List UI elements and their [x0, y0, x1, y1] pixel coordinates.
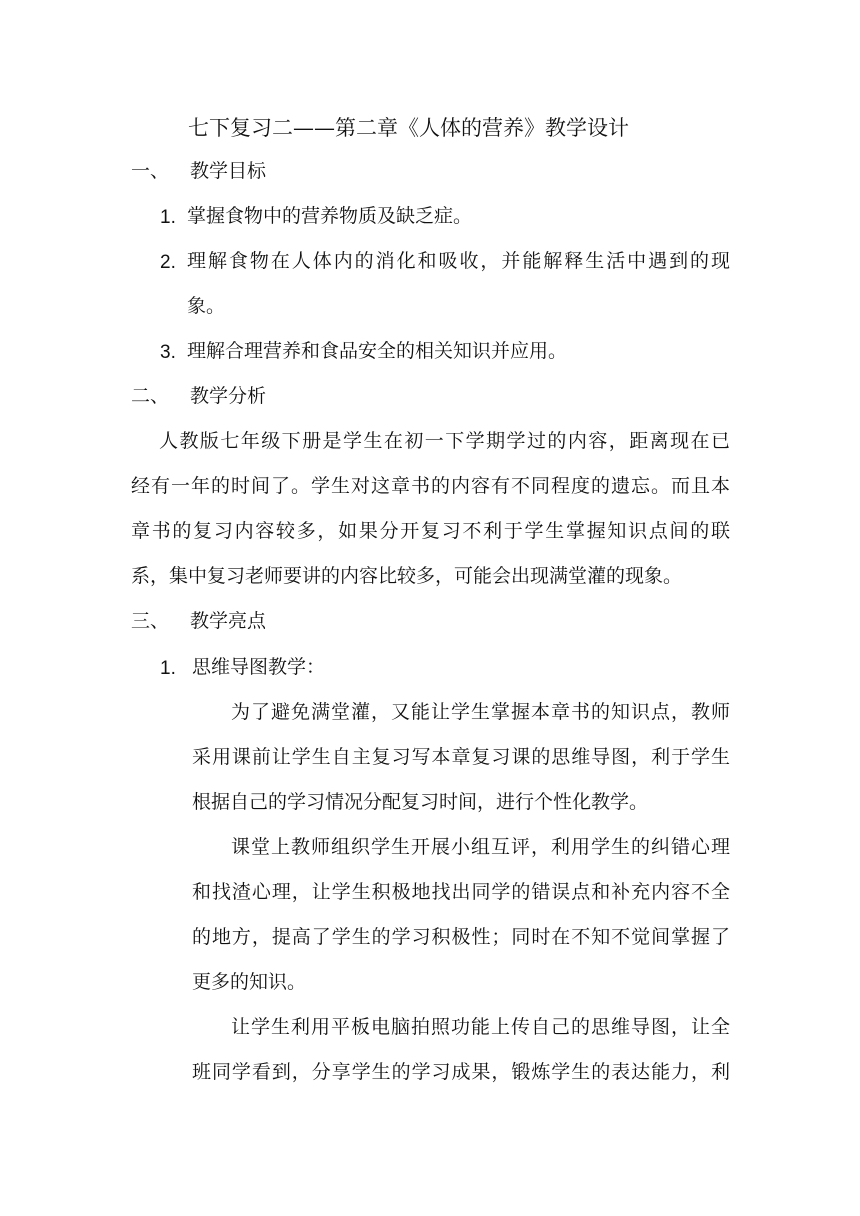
paragraph-line: 采用课前让学生自主复习写本章复习课的思维导图，利于学生 [192, 746, 730, 768]
paragraph-line: 系，集中复习老师要讲的内容比较多，可能会出现满堂灌的现象。 [131, 565, 683, 587]
document-title: 七下复习二——第二章《人体的营养》教学设计 [188, 116, 629, 140]
paragraph-line: 和找渣心理，让学生积极地找出同学的错误点和补充内容不全 [192, 881, 730, 903]
paragraph-line: 人教版七年级下册是学生在初一下学期学过的内容，距离现在已 [159, 430, 730, 452]
paragraph-line: 的地方，提高了学生的学习积极性；同时在不知不觉间掌握了 [192, 926, 730, 948]
list-item-text-cont: 象。 [187, 295, 226, 317]
section-heading: 教学分析 [190, 385, 267, 407]
list-item-number: 1. [160, 658, 176, 679]
paragraph-line: 让学生利用平板电脑拍照功能上传自己的思维导图，让全 [231, 1016, 730, 1038]
section-heading: 教学目标 [190, 160, 267, 182]
list-item-number: 1. [160, 207, 176, 228]
list-item-text: 理解食物在人体内的消化和吸收，并能解释生活中遇到的现 [187, 250, 730, 272]
paragraph-line: 更多的知识。 [192, 971, 307, 993]
list-item-number: 3. [160, 342, 176, 363]
paragraph-line: 班同学看到，分享学生的学习成果，锻炼学生的表达能力，利 [192, 1061, 730, 1083]
list-item-text: 理解合理营养和食品安全的相关知识并应用。 [187, 340, 568, 362]
paragraph-line: 经有一年的时间了。学生对这章书的内容有不同程度的遗忘。而且本 [131, 475, 730, 497]
section-number: 三、 [131, 610, 170, 632]
list-item-number: 2. [160, 252, 176, 273]
list-item-label: 思维导图教学： [192, 656, 326, 678]
section-number: 二、 [131, 385, 170, 407]
list-item-text: 掌握食物中的营养物质及缺乏症。 [187, 205, 473, 227]
paragraph-line: 为了避免满堂灌，又能让学生掌握本章书的知识点，教师 [231, 701, 730, 723]
paragraph-line: 课堂上教师组织学生开展小组互评，利用学生的纠错心理 [231, 836, 730, 858]
section-number: 一、 [131, 160, 170, 182]
paragraph-line: 章书的复习内容较多，如果分开复习不利于学生掌握知识点间的联 [131, 520, 730, 542]
paragraph-line: 根据自己的学习情况分配复习时间，进行个性化教学。 [192, 791, 649, 813]
section-heading: 教学亮点 [190, 610, 267, 632]
